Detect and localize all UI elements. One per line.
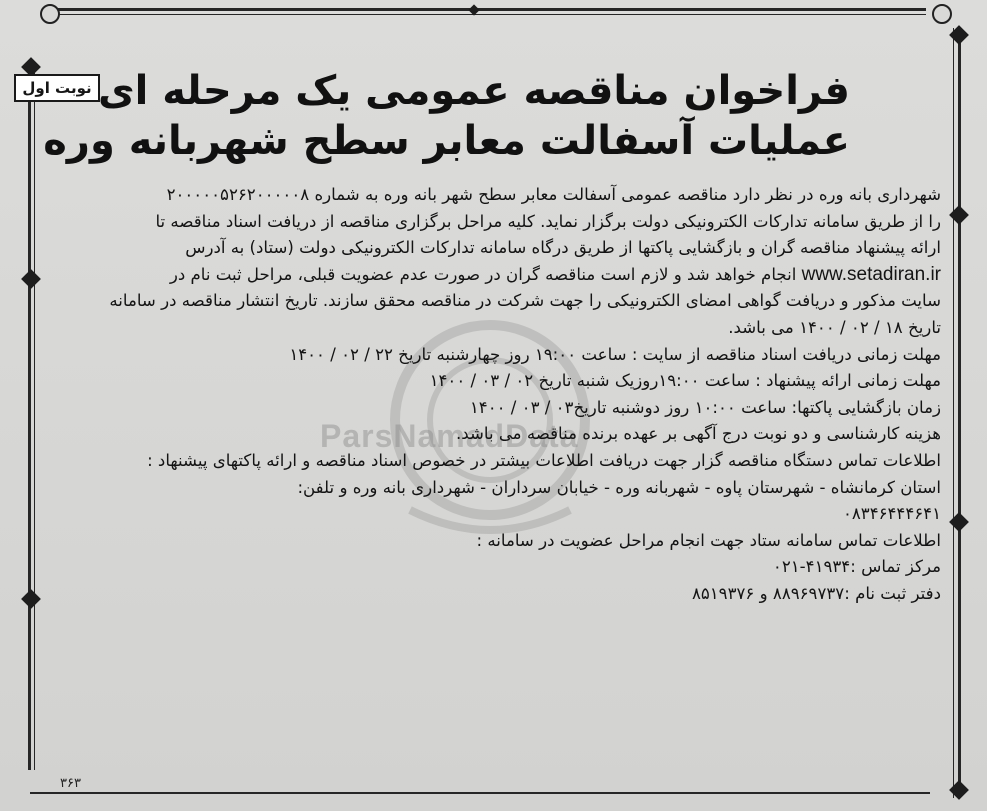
- bottom-border-rule: [30, 792, 930, 794]
- body-line: را از طریق سامانه تدارکات الکترونیکی دولت برگزار نماید. کلیه مراحل برگزاری مناقصه از دریافت اسناد مناقصه تا: [155, 211, 941, 231]
- left-border-thin-rule: [34, 70, 35, 770]
- opening-date: زمان بازگشایی پاکتها: ساعت ۱۰:۰۰ روز دوشنبه تاریخ۰۳ / ۰۳ / ۱۴۰۰: [469, 397, 941, 417]
- body-line: شهرداری بانه وره در نظر دارد مناقصه عمومی آسفالت معابر سطح شهر بانه وره به شماره ۲۰۰۰۰۰۵۲۶۲۰۰۰۰۰۸: [166, 185, 941, 204]
- phone-number: ۰۸۳۴۶۴۴۴۶۴۱: [842, 504, 941, 524]
- body-line: سایت مذکور و دریافت گواهی امضای الکترونیکی را جهت شرکت در مناقصه محقق سازند. تاریخ انتشار مناقصه در سامانه: [109, 291, 941, 311]
- diamond-ornament-icon: [21, 589, 41, 609]
- right-border-rule: [958, 28, 961, 798]
- body-line: تاریخ ۱۸ / ۰۲ / ۱۴۰۰ می باشد.: [728, 317, 941, 337]
- page-title: فراخوان مناقصه عمومی یک مرحله ای: [97, 68, 850, 114]
- document-deadline: مهلت زمانی دریافت اسناد مناقصه از سایت : ساعت ۱۹:۰۰ روز چهارشنبه تاریخ ۲۲ / ۰۲ / ۱۴۰۰: [289, 344, 941, 364]
- call-center: مرکز تماس :۴۱۹۳۴-۰۲۱: [772, 557, 941, 577]
- diamond-ornament-icon: [21, 269, 41, 289]
- body-line: [58, 262, 941, 289]
- watermark-text: ParsNamadData: [320, 418, 579, 454]
- registration-office: دفتر ثبت نام :۸۸۹۶۹۷۳۷ و ۸۵۱۹۳۷۶: [691, 583, 941, 603]
- top-border-rule: [58, 8, 926, 11]
- address-line: استان کرمانشاه - شهرستان پاوه - شهربانه وره - خیابان سرداران - شهرداری بانه وره و تلفن:: [297, 477, 941, 497]
- page-number: ۳۶۳: [60, 776, 81, 791]
- setad-website-link[interactable]: www.setadiran.ir: [801, 263, 941, 285]
- ring-ornament-icon: [40, 4, 60, 24]
- proposal-deadline: مهلت زمانی ارائه پیشنهاد : ساعت ۱۹:۰۰روزیک شنبه تاریخ ۰۲ / ۰۳ / ۱۴۰۰: [429, 371, 941, 391]
- body-line: ارائه پیشنهاد مناقصه گران و بازگشایی پاکتها از طریق درگاه سامانه تدارکات الکترونیکی دولت (ستاد) به آدرس: [185, 238, 941, 258]
- left-border-rule: [28, 70, 31, 770]
- setad-contact-heading: اطلاعات تماس سامانه ستاد جهت انجام مراحل عضویت در سامانه :: [476, 530, 941, 550]
- fee-note: هزینه کارشناسی و دو نوبت درج آگهی بر عهده برنده مناقصه می باشد.: [456, 424, 941, 444]
- right-border-thin-rule: [953, 28, 954, 798]
- ring-ornament-icon: [932, 4, 952, 24]
- contact-heading: اطلاعات تماس دستگاه مناقصه گزار جهت دریافت اطلاعات بیشتر در خصوص اسناد مناقصه و ارائه پاکتهای پیشنهاد :: [147, 450, 941, 470]
- publication-round-badge: نوبت اول: [14, 74, 100, 102]
- body-line-text: انجام خواهد شد و لازم است مناقصه گران در صورت عدم عضویت قبلی، مراحل ثبت نام در: [169, 264, 797, 284]
- advertisement-body: [58, 182, 941, 608]
- page-subtitle: عملیات آسفالت معابر سطح شهربانه وره: [43, 118, 850, 164]
- top-border-thin-rule: [58, 14, 926, 15]
